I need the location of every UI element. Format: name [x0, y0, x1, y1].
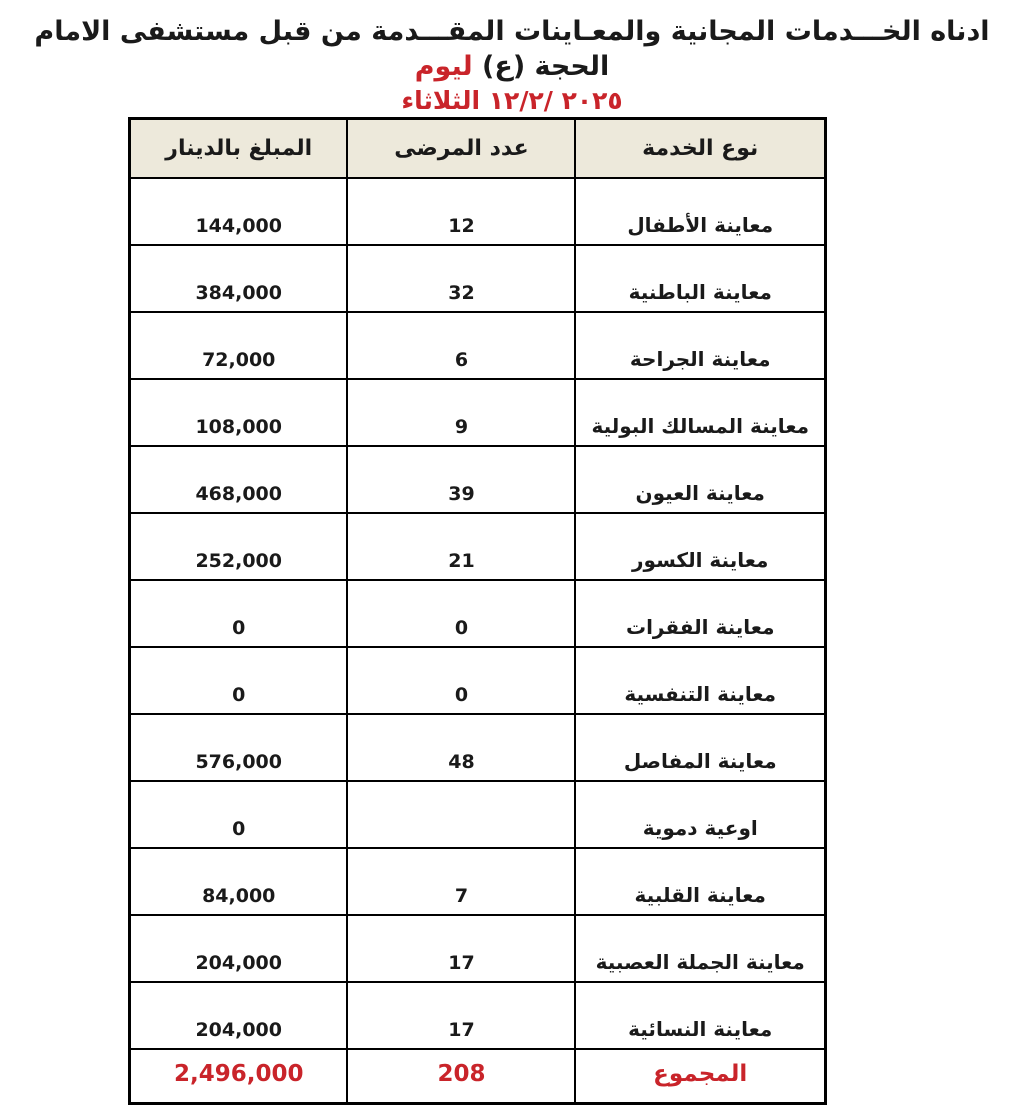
- table-row: [130, 513, 826, 580]
- table-row: [130, 848, 826, 915]
- amount-cell: 0: [130, 781, 348, 848]
- amount-cell: 576,000: [130, 714, 348, 781]
- service-name-cell: معاينة العيون: [575, 446, 825, 513]
- report-date-value: ٢٠٢٥ /١٢/٢: [488, 86, 623, 116]
- amount-cell: 204,000: [130, 915, 348, 982]
- table-header-row: [130, 119, 826, 179]
- service-name-cell: معاينة القلبية: [575, 848, 825, 915]
- report-title-text: ادناه الخـــدمات المجانية والمعـاينات المقـــدمة من قبل مستشفى الامام الحجة (ع): [34, 16, 990, 83]
- service-name-cell: معاينة الجراحة: [575, 312, 825, 379]
- amount-cell: 0: [130, 647, 348, 714]
- table-row: [130, 446, 826, 513]
- amount-cell: 144,000: [130, 178, 348, 245]
- header-patient-count: عدد المرضى: [347, 119, 575, 179]
- patient-count-cell: 12: [347, 178, 575, 245]
- amount-cell: 0: [130, 580, 348, 647]
- patient-count-cell: 9: [347, 379, 575, 446]
- patient-count-cell: 21: [347, 513, 575, 580]
- total-label-cell: المجموع: [575, 1049, 825, 1104]
- amount-cell: 84,000: [130, 848, 348, 915]
- patient-count-cell: 32: [347, 245, 575, 312]
- service-name-cell: معاينة الباطنية: [575, 245, 825, 312]
- report-date-line: [0, 86, 1024, 115]
- table-row: [130, 982, 826, 1049]
- amount-cell: 252,000: [130, 513, 348, 580]
- total-amount-cell: 2,496,000: [130, 1049, 348, 1104]
- patient-count-cell: 0: [347, 580, 575, 647]
- patient-count-cell: 17: [347, 915, 575, 982]
- patient-count-cell: [347, 781, 575, 848]
- service-name-cell: معاينة التنفسية: [575, 647, 825, 714]
- patient-count-cell: 6: [347, 312, 575, 379]
- report-weekday: الثلاثاء: [401, 86, 481, 116]
- service-name-cell: معاينة النسائية: [575, 982, 825, 1049]
- amount-cell: 204,000: [130, 982, 348, 1049]
- table-total-row: [130, 1049, 826, 1104]
- table-row: [130, 245, 826, 312]
- service-name-cell: اوعية دموية: [575, 781, 825, 848]
- amount-cell: 72,000: [130, 312, 348, 379]
- amount-cell: 108,000: [130, 379, 348, 446]
- report-title: [0, 14, 1024, 84]
- table-row: [130, 178, 826, 245]
- table-row: [130, 915, 826, 982]
- report-title-day-word: ليوم: [414, 51, 473, 83]
- total-patient-count-cell: 208: [347, 1049, 575, 1104]
- service-name-cell: معاينة المفاصل: [575, 714, 825, 781]
- table-row: [130, 714, 826, 781]
- report-title-block: [0, 14, 1024, 115]
- table-row: [130, 580, 826, 647]
- patient-count-cell: 17: [347, 982, 575, 1049]
- amount-cell: 468,000: [130, 446, 348, 513]
- service-name-cell: معاينة الأطفال: [575, 178, 825, 245]
- table-row: [130, 379, 826, 446]
- service-name-cell: معاينة الجملة العصبية: [575, 915, 825, 982]
- patient-count-cell: 7: [347, 848, 575, 915]
- table-row: [130, 781, 826, 848]
- service-name-cell: معاينة الكسور: [575, 513, 825, 580]
- table-row: [130, 647, 826, 714]
- service-name-cell: معاينة الفقرات: [575, 580, 825, 647]
- service-name-cell: معاينة المسالك البولية: [575, 379, 825, 446]
- services-table: [128, 117, 827, 1105]
- header-amount-dinar: المبلغ بالدينار: [130, 119, 348, 179]
- patient-count-cell: 0: [347, 647, 575, 714]
- patient-count-cell: 48: [347, 714, 575, 781]
- amount-cell: 384,000: [130, 245, 348, 312]
- table-row: [130, 312, 826, 379]
- header-service-type: نوع الخدمة: [575, 119, 825, 179]
- patient-count-cell: 39: [347, 446, 575, 513]
